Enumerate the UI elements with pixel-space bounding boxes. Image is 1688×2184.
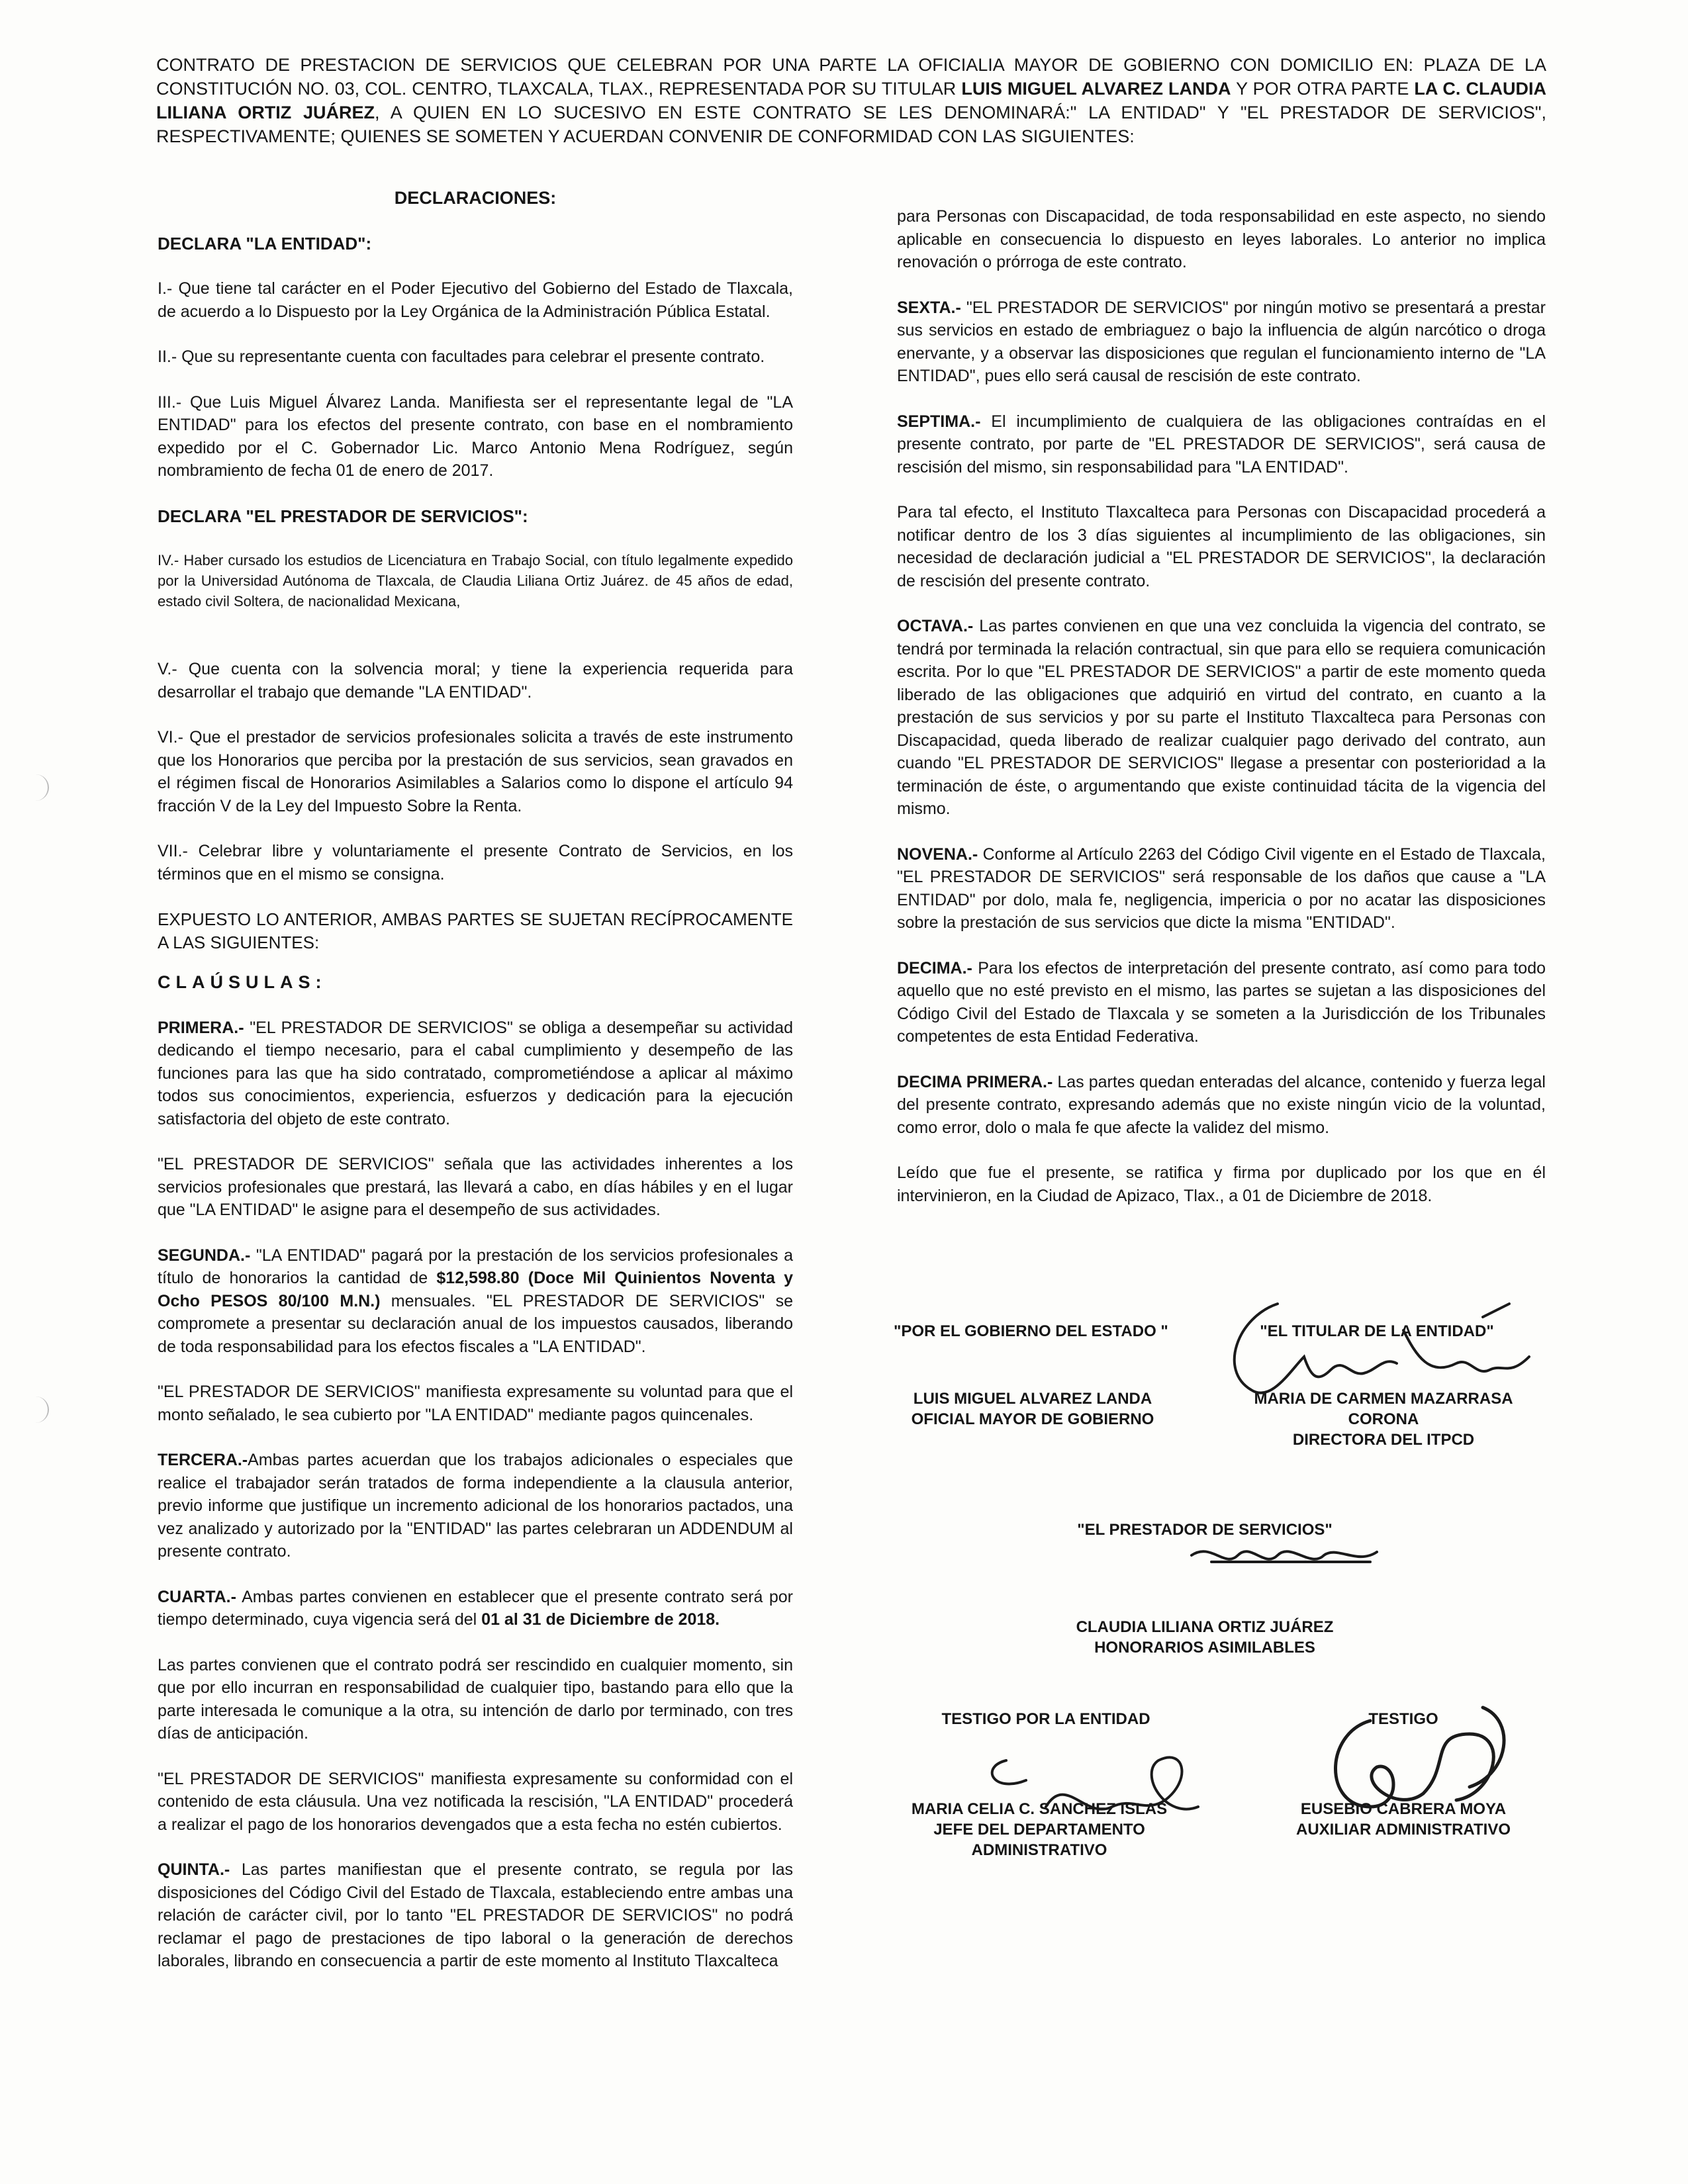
clausula-text: Las partes quedan enteradas del alcance, contenido y fuerza legal del presente contrato, expresando además que no existe ningún vicio de la voluntad, como error, dolo o mala fe que afecte la validez del mismo. <box>897 1072 1546 1137</box>
punch-hole-mark <box>0 774 49 801</box>
punch-hole-mark <box>0 1396 49 1423</box>
gobierno-heading: "POR EL GOBIERNO DEL ESTADO " <box>894 1322 1168 1340</box>
testigo-entidad-title: JEFE DEL DEPARTAMENTO <box>933 1821 1145 1839</box>
testigo-name: EUSEBIO CABRERA MOYA <box>1300 1800 1507 1818</box>
prestador-signature-block <box>1033 1617 1377 1658</box>
gobierno-signature-block <box>887 1388 1178 1430</box>
titular-signature-block <box>1244 1388 1523 1450</box>
clausula-novena <box>897 843 1546 934</box>
declaracion-v: V.- Que cuenta con la solvencia moral; y tiene la experiencia requerida para desarrollar el trabajo que demande "LA ENTIDAD". <box>158 660 793 702</box>
titular-title: DIRECTORA DEL ITPCD <box>1292 1431 1475 1449</box>
clausula-text: Las partes manifiestan que el presente contrato, se regula por las disposiciones del Código Civil del Estado de Tlaxcala, estableciendo entre ambas una relación de carácter civil, por lo tanto "EL PRESTADOR DE SERVICIOS" no podrá reclamar el pago de prestaciones de tipo laboral o la generación de derechos laborales, librando en consecuencia a partir de este momento al Instituto Tlaxcalteca <box>158 1860 793 1970</box>
testigo-entidad-heading: TESTIGO POR LA ENTIDAD <box>941 1710 1150 1728</box>
clausula-octava <box>897 615 1546 821</box>
clausula-tercera <box>158 1449 793 1563</box>
declaracion-iii: III.- Que Luis Miguel Álvarez Landa. Manifiesta ser el representante legal de "LA ENTIDAD" para los efectos del presente contrato, con base en el nombramiento expedido por el C. Gobernador Lic. Marco Antonio Mena Rodríguez, según nombramiento de fecha 01 de enero de 2017. <box>158 392 793 480</box>
prestador-name: CLAUDIA LILIANA ORTIZ JUÁREZ <box>1076 1618 1334 1636</box>
left-column <box>158 187 793 1995</box>
clausula-text: El incumplimiento de cualquiera de las obligaciones contraídas en el presente contrato, por parte de "EL PRESTADOR DE SERVICIOS", será causa de rescisión del mismo, sin responsabilidad para "LA ENTIDAD". <box>897 412 1546 477</box>
clausula-label: SEGUNDA.- <box>158 1246 251 1265</box>
titular-name: MARIA DE CARMEN MAZARRASA <box>1254 1390 1513 1408</box>
clausula-text: mensuales. "EL PRESTADOR DE SERVICIOS" se compromete a presentar su declaración anual de los impuestos causados, liberando de toda responsabilidad para los efectos fiscales a "LA ENTIDAD". <box>158 1291 793 1356</box>
header-text: Y POR OTRA PARTE <box>1231 79 1415 99</box>
right-column <box>897 205 1546 1230</box>
clausula-label: TERCERA.- <box>158 1451 248 1469</box>
testigo-entidad-title-2: ADMINISTRATIVO <box>971 1841 1107 1859</box>
clausula-text: "EL PRESTADOR DE SERVICIOS" por ningún motivo se presentará a prestar sus servicios en estado de embriaguez o bajo la influencia de algún narcótico o droga enervante, y a observar las disposiciones que regulan el funcionamiento interno de "LA ENTIDAD", pues ello será causal de rescisión de este contrato. <box>897 298 1546 385</box>
gobierno-title: OFICIAL MAYOR DE GOBIERNO <box>911 1410 1154 1428</box>
contract-header <box>156 53 1546 148</box>
honorarios-amount: $12,598.80 (Doce Mil Quinientos Noventa y Ocho PESOS 80/100 M.N.) <box>158 1269 793 1310</box>
declaraciones-title: DECLARACIONES: <box>394 188 557 208</box>
testigo-title: AUXILIAR ADMINISTRATIVO <box>1296 1821 1511 1839</box>
titular-name-2: CORONA <box>1348 1410 1419 1428</box>
clausula-decima <box>897 957 1546 1048</box>
clausula-text: "EL PRESTADOR DE SERVICIOS" se obliga a desempeñar su actividad dedicando el tiempo necesario, para el cabal cumplimiento y desempeño de las funciones para las que ha sido contratado, comprometiéndose a aplicar al máximo todos sus conocimientos, experiencia, esfuerzos y dedicación para la ejecución satisfactoria del objeto de este contrato. <box>158 1018 793 1128</box>
clausula-primera <box>158 1017 793 1131</box>
testigo-block <box>1271 1799 1536 1840</box>
clausula-text: "LA ENTIDAD" pagará por la prestación de los servicios profesionales a título de honorarios la cantidad de <box>158 1246 793 1287</box>
clausula-label: NOVENA.- <box>897 844 978 864</box>
clausula-text: Para los efectos de interpretación del presente contrato, así como para todo aquello que no esté previsto en el mismo, las partes se sujetan a las disposiciones del Código Civil del Estado de Tlaxcala y se someten a la Jurisdicción de los Tribunales competentes de esta Entidad Federativa. <box>897 958 1546 1046</box>
clausula-cuarta-c: "EL PRESTADOR DE SERVICIOS" manifiesta expresamente su conformidad con el contenido de esta cláusula. Una vez notificada la rescisión, "LA ENTIDAD" procederá a realizar el pago de los honorarios devengados que a esta fecha no estén cubiertos. <box>158 1769 793 1834</box>
clausula-cuarta-b: Las partes convienen que el contrato podrá ser rescindido en cualquier momento, sin que por ello incurran en responsabilidad de cualquier tipo, bastando para ello que la parte interesada le comunique a la otra, su intención de darlo por terminado, con tres días de anticipación. <box>158 1655 793 1743</box>
clausula-text: Conforme al Artículo 2263 del Código Civil vigente en el Estado de Tlaxcala, "EL PRESTADOR DE SERVICIOS" será responsable de los daños que cause a "LA ENTIDAD" por dolo, mala fe, negligencia, impericia o por no acatar las disposiciones sobre la prestación de sus servicios que dicte la misma "ENTIDAD". <box>897 844 1546 932</box>
clausula-label: DECIMA PRIMERA.- <box>897 1072 1053 1091</box>
titular-heading: "EL TITULAR DE LA ENTIDAD" <box>1260 1322 1494 1340</box>
expuesto-paragraph: EXPUESTO LO ANTERIOR, AMBAS PARTES SE SUJETAN RECÍPROCAMENTE A LAS SIGUIENTES: <box>158 909 793 952</box>
clausula-label: QUINTA.- <box>158 1860 230 1879</box>
declara-prestador-heading: DECLARA "EL PRESTADOR DE SERVICIOS": <box>158 506 528 526</box>
testigo-heading: TESTIGO <box>1368 1710 1438 1728</box>
leido-paragraph: Leído que fue el presente, se ratifica y firma por duplicado por los que en él intervinieron, en la Ciudad de Apizaco, Tlax., a 01 de Diciembre de 2018. <box>897 1163 1546 1205</box>
header-text: CONTRATO DE PRESTACION DE SERVICIOS QUE CELEBRAN POR UNA PARTE LA OFICIALIA MAYOR DE GOBIERNO CON DOMICILIO EN: PLAZA DE LA CONSTITUCIÓN NO. 03, COL. CENTRO, TLAXCALA, TLAX., REPRESENTADA POR SU TITULAR <box>156 55 1546 99</box>
clausula-label: PRIMERA.- <box>158 1018 244 1037</box>
declara-entidad-heading: DECLARA "LA ENTIDAD": <box>158 233 372 253</box>
gobierno-name: LUIS MIGUEL ALVAREZ LANDA <box>913 1390 1152 1408</box>
clausula-label: DECIMA.- <box>897 958 972 978</box>
clausula-cuarta <box>158 1586 793 1631</box>
clausula-label: OCTAVA.- <box>897 617 974 635</box>
prestador-title: HONORARIOS ASIMILABLES <box>1094 1639 1315 1657</box>
clausulas-title: CLAÚSULAS: <box>158 972 327 992</box>
clausula-quinta <box>158 1858 793 1973</box>
clausula-label: CUARTA.- <box>158 1587 236 1606</box>
clausula-label: SEPTIMA.- <box>897 412 981 431</box>
declaracion-iv: IV.- Haber cursado los estudios de Licenciatura en Trabajo Social, con título legalmente expedido por la Universidad Autónoma de Tlaxcala, de Claudia Liliana Ortiz Juárez. de 45 años de edad, estado civil Soltera, de nacionalidad Mexicana, <box>158 552 793 610</box>
prestador-heading: "EL PRESTADOR DE SERVICIOS" <box>1077 1521 1333 1539</box>
clausula-primera-b: "EL PRESTADOR DE SERVICIOS" señala que las actividades inherentes a los servicios profesionales que prestará, las llevará a cabo, en días hábiles y en el lugar que "LA ENTIDAD" le asigne para el desempeño de sus actividades. <box>158 1155 793 1219</box>
clausula-segunda-b: "EL PRESTADOR DE SERVICIOS" manifiesta expresamente su voluntad para que el monto señalado, le sea cubierto por "LA ENTIDAD" mediante pagos quincenales. <box>158 1383 793 1424</box>
clausula-text: Ambas partes acuerdan que los trabajos adicionales o especiales que realice el trabajador serán tratados de forma independiente a la clausula anterior, previo informe que justifique un incremento adicional de los honorarios pactados, una vez analizado y autorizado por la "ENTIDAD" las partes celebraran un ADDENDUM al presente contrato. <box>158 1451 793 1561</box>
testigo-entidad-name: MARIA CELIA C. SANCHEZ ISLAS <box>911 1800 1168 1818</box>
header-name-titular: LUIS MIGUEL ALVAREZ LANDA <box>961 79 1231 99</box>
declaracion-vi: VI.- Que el prestador de servicios profesionales solicita a través de este instrumento que los Honorarios que perciba por la prestación de sus servicios, sean gravados en el régimen fiscal de Honorarios Asimilables a Salarios como lo dispone el artículo 94 fracción V de la Ley del Impuesto Sobre la Renta. <box>158 728 793 815</box>
clausula-sexta <box>897 296 1546 388</box>
clausula-text: Ambas partes convienen en establecer que el presente contrato será por tiempo determinado, cuya vigencia será del <box>158 1587 793 1629</box>
declaracion-ii: II.- Que su representante cuenta con facultades para celebrar el presente contrato. <box>158 347 765 366</box>
declaracion-vii: VII.- Celebrar libre y voluntariamente el presente Contrato de Servicios, en los términos que en el mismo se consigna. <box>158 842 793 884</box>
clausula-text: Las partes convienen en que una vez concluida la vigencia del contrato, se tendrá por terminada la relación contractual, sin que para ello se requiera comunicación escrita. Por lo que "EL PRESTADOR DE SERVICIOS" a partir de este momento queda liberado de las obligaciones que adquirió en virtud del contrato, en cuanto a la prestación de sus servicios y por su parte el Instituto Tlaxcalteca para Personas con Discapacidad, queda liberado de realizar cualquier pago derivado del contrato, aun cuando "EL PRESTADOR DE SERVICIOS" llegase a presentar con posterioridad a la terminación de éste, o argumentando que existe continuidad tácita de la vigencia del mismo. <box>897 617 1546 818</box>
clausula-quinta-continued: para Personas con Discapacidad, de toda responsabilidad en este aspecto, no siendo aplicable en consecuencia lo dispuesto en leyes laborales. Lo anterior no implica renovación o prórroga de este contrato. <box>897 207 1546 271</box>
clausula-decima-primera <box>897 1071 1546 1140</box>
testigo-entidad-block <box>887 1799 1192 1860</box>
header-text: , A QUIEN EN LO SUCESIVO EN ESTE CONTRATO SE LES DENOMINARÁ:" LA ENTIDAD" Y "EL PRESTADOR DE SERVICIOS", RESPECTIVAMENTE; QUIENES SE SOMETEN Y ACUERDAN CONVENIR DE CONFORMIDAD CON LAS SIGUIENTES: <box>156 103 1546 146</box>
declaracion-i: I.- Que tiene tal carácter en el Poder Ejecutivo del Gobierno del Estado de Tlaxcala, de acuerdo a lo Dispuesto por la Ley Orgánica de la Administración Pública Estatal. <box>158 279 793 321</box>
clausula-septima <box>897 410 1546 479</box>
clausula-label: SEXTA.- <box>897 298 961 317</box>
clausula-segunda <box>158 1244 793 1359</box>
clausula-septima-b: Para tal efecto, el Instituto Tlaxcalteca para Personas con Discapacidad procederá a notificar dentro de los 3 días siguientes al incumplimiento de las obligaciones, sin necesidad de declaración judicial a "EL PRESTADOR DE SERVICIOS", la declaración de rescisión del presente contrato. <box>897 503 1546 590</box>
vigencia-dates: 01 al 31 de Diciembre de 2018. <box>481 1610 720 1629</box>
header-name-prestador: LA C. CLAUDIA LILIANA ORTIZ JUÁREZ <box>156 79 1546 122</box>
